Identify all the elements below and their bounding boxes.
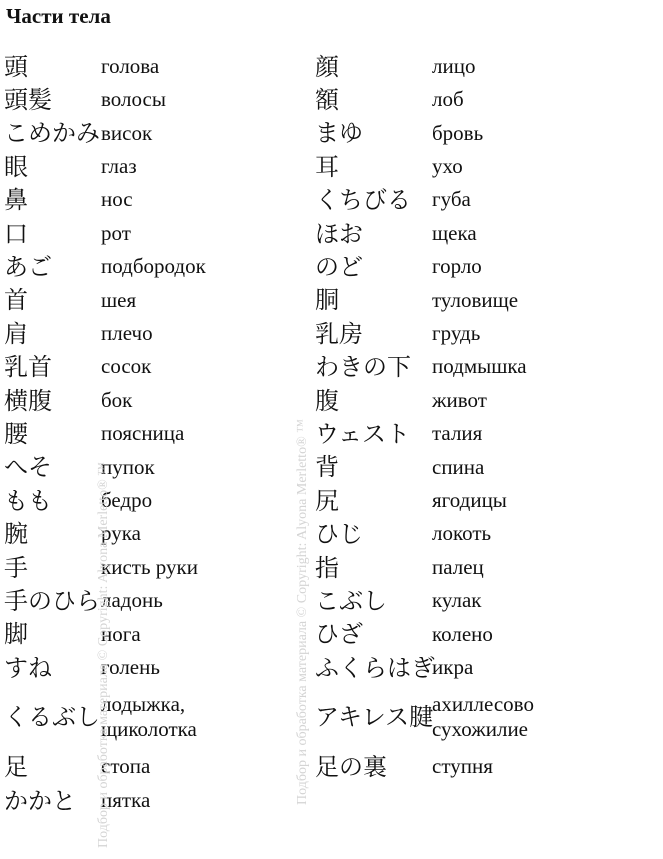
russian-translation: горло [432, 254, 482, 279]
japanese-term: ほお [315, 219, 363, 248]
vocabulary-row [313, 50, 663, 83]
russian-translation: пятка [101, 787, 151, 812]
japanese-term: くるぶし [4, 703, 100, 732]
vocabulary-row [0, 83, 300, 116]
japanese-term: ふくらはぎ [315, 653, 435, 682]
vocabulary-row [313, 384, 663, 417]
vocabulary-row [0, 651, 300, 684]
japanese-term: 胴 [315, 286, 339, 315]
russian-translation: лицо [432, 53, 476, 78]
japanese-term: 鼻 [4, 186, 28, 215]
vocabulary-row [313, 150, 663, 183]
russian-translation: голова [101, 53, 160, 78]
japanese-term: 頭 [4, 52, 28, 81]
russian-translation: спина [432, 454, 485, 479]
russian-translation: ладонь [101, 588, 163, 613]
vocabulary-row [313, 484, 663, 517]
russian-translation: икра [432, 654, 474, 679]
vocabulary-row [313, 584, 663, 617]
left-vocabulary-column [0, 50, 300, 817]
vocabulary-row [313, 351, 663, 384]
vocabulary-row [313, 117, 663, 150]
russian-translation: шея [101, 287, 137, 312]
japanese-term: 肩 [4, 319, 28, 348]
japanese-term: 頭髪 [4, 86, 52, 115]
russian-translation: туловище [432, 287, 519, 312]
russian-translation: лодыжка, щиколотка [101, 691, 197, 742]
japanese-term: 口 [4, 219, 28, 248]
vocabulary-row [0, 618, 300, 651]
russian-translation: кисть руки [101, 554, 198, 579]
vocabulary-row [313, 83, 663, 116]
russian-translation: кулак [432, 588, 482, 613]
russian-translation: нога [101, 621, 141, 646]
russian-translation: палец [432, 554, 484, 579]
japanese-term: 腕 [4, 520, 28, 549]
japanese-term: 足 [4, 753, 28, 782]
russian-translation: подбородок [101, 254, 206, 279]
vocabulary-row [0, 551, 300, 584]
japanese-term: 眼 [4, 152, 28, 181]
japanese-term: わきの下 [315, 353, 411, 382]
vocabulary-row [0, 217, 300, 250]
japanese-term: アキレス腱 [315, 703, 434, 732]
japanese-term: 尻 [315, 486, 339, 515]
russian-translation: волосы [101, 87, 166, 112]
vocabulary-row [0, 750, 300, 783]
japanese-term: 指 [315, 553, 339, 582]
russian-translation: пупок [101, 454, 155, 479]
russian-translation: нос [101, 187, 133, 212]
russian-translation: ухо [432, 154, 463, 179]
russian-translation: губа [432, 187, 471, 212]
japanese-term: かかと [4, 786, 76, 815]
japanese-term: 横腹 [4, 386, 52, 415]
japanese-term: へそ [4, 453, 52, 482]
vocabulary-row [0, 317, 300, 350]
russian-translation: бедро [101, 487, 153, 512]
vocabulary-row [313, 750, 663, 783]
vocabulary-row [0, 684, 300, 750]
russian-translation: стопа [101, 754, 151, 779]
japanese-term: 額 [315, 86, 339, 115]
russian-translation: ступня [432, 754, 493, 779]
russian-translation: ахиллесово сухожилие [432, 691, 534, 742]
russian-translation: висок [101, 120, 153, 145]
vocabulary-row [313, 217, 663, 250]
russian-translation: плечо [101, 321, 153, 346]
japanese-term: こぶし [315, 586, 387, 615]
vocabulary-row [313, 317, 663, 350]
japanese-term: こめかみ [4, 119, 100, 148]
watermark-center: Подбор и обработка материала © Copyright: Alyona Merletto® ™ [295, 419, 310, 805]
japanese-term: 背 [315, 453, 339, 482]
russian-translation: голень [101, 654, 160, 679]
vocabulary-row [0, 484, 300, 517]
russian-translation: глаз [101, 154, 137, 179]
russian-translation: талия [432, 421, 483, 446]
japanese-term: ひざ [315, 620, 363, 649]
vocabulary-row [0, 50, 300, 83]
russian-translation: рот [101, 220, 131, 245]
japanese-term: 乳首 [4, 353, 52, 382]
vocabulary-row [313, 551, 663, 584]
vocabulary-row [0, 284, 300, 317]
russian-translation: грудь [432, 321, 481, 346]
vocabulary-row [313, 250, 663, 283]
russian-translation: бок [101, 387, 133, 412]
vocabulary-row [0, 351, 300, 384]
russian-translation: лоб [432, 87, 464, 112]
japanese-term: のど [315, 253, 363, 282]
japanese-term: くちびる [315, 186, 411, 215]
japanese-term: 耳 [315, 152, 339, 181]
vocabulary-row [0, 384, 300, 417]
russian-translation: живот [432, 387, 487, 412]
vocabulary-row [0, 584, 300, 617]
japanese-term: もも [4, 486, 52, 515]
japanese-term: 腰 [4, 419, 28, 448]
vocabulary-row [0, 417, 300, 450]
russian-translation: бровь [432, 120, 484, 145]
japanese-term: 脚 [4, 620, 28, 649]
russian-translation: локоть [432, 521, 492, 546]
vocabulary-row [0, 150, 300, 183]
japanese-term: まゆ [315, 119, 363, 148]
vocabulary-row [313, 618, 663, 651]
vocabulary-row [313, 417, 663, 450]
vocabulary-row [313, 184, 663, 217]
vocabulary-row [313, 517, 663, 550]
right-vocabulary-column [313, 50, 663, 784]
russian-translation: колено [432, 621, 493, 646]
japanese-term: 乳房 [315, 319, 363, 348]
vocabulary-row [0, 250, 300, 283]
watermark-left: Подбор и обработка материала © Copyright: Alyona Merletto® ™ [96, 462, 111, 848]
japanese-term: あご [4, 253, 52, 282]
japanese-term: ひじ [315, 520, 363, 549]
russian-translation: щека [432, 220, 477, 245]
russian-translation: поясница [101, 421, 185, 446]
russian-translation: ягодицы [432, 487, 507, 512]
vocabulary-row [313, 451, 663, 484]
russian-translation: подмышка [432, 354, 527, 379]
vocabulary-row [313, 284, 663, 317]
vocabulary-row [0, 451, 300, 484]
vocabulary-row [313, 651, 663, 684]
japanese-term: 手のひら [4, 586, 100, 615]
japanese-term: 顔 [315, 52, 339, 81]
vocabulary-row [0, 184, 300, 217]
vocabulary-row [313, 684, 663, 750]
japanese-term: 首 [4, 286, 28, 315]
japanese-term: すね [4, 653, 52, 682]
page-title: Части тела [6, 4, 111, 28]
vocabulary-row [0, 517, 300, 550]
vocabulary-row [0, 117, 300, 150]
russian-translation: сосок [101, 354, 152, 379]
vocabulary-row [0, 784, 300, 817]
japanese-term: 足の裏 [315, 753, 387, 782]
japanese-term: ウェスト [315, 419, 411, 448]
russian-translation: рука [101, 521, 141, 546]
japanese-term: 手 [4, 553, 28, 582]
japanese-term: 腹 [315, 386, 339, 415]
